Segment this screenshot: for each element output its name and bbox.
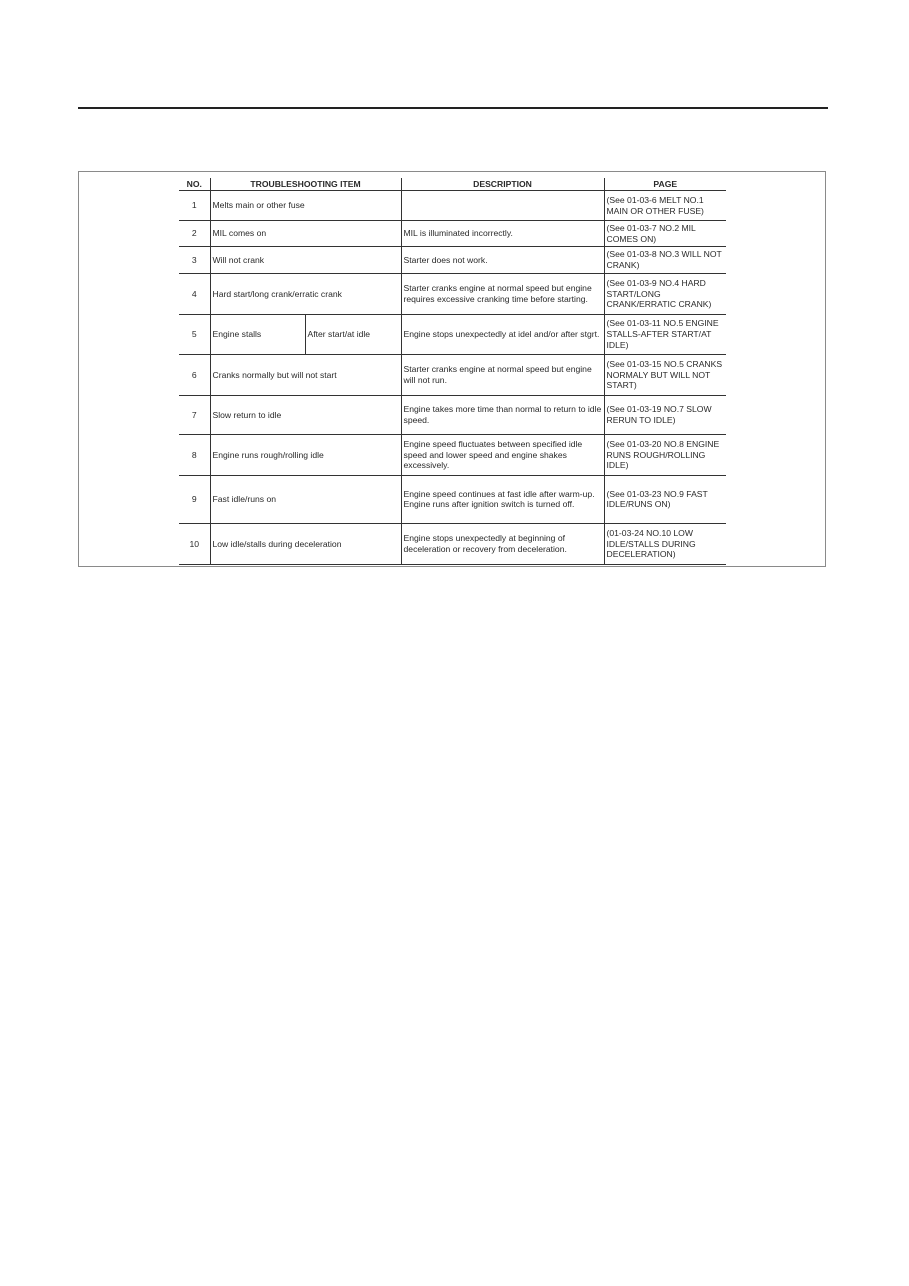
row-subitem: After start/at idle [305,314,401,354]
header-page: PAGE [604,178,726,191]
row-description: Engine stops unexpectedly at idel and/or after stgrt. [401,314,604,354]
row-page-ref: (See 01-03-20 NO.8 ENGINE RUNS ROUGH/ROLLING IDLE) [604,434,726,475]
row-description: Engine speed fluctuates between specified idle speed and lower speed and engine shakes excessively. [401,434,604,475]
row-no: 8 [179,434,210,475]
row-description: MIL is illuminated incorrectly. [401,221,604,247]
row-description-line: Engine runs after ignition switch is turned off. [403,499,575,510]
row-item: Engine stalls [210,314,305,354]
row-no: 7 [179,395,210,434]
table-header-row [179,178,726,191]
row-no: 9 [179,475,210,523]
row-item: Cranks normally but will not start [210,354,401,395]
table-row [179,354,726,395]
header-troubleshooting-item: TROUBLESHOOTING ITEM [210,178,401,191]
row-description: Engine stops unexpectedly at beginning of deceleration or recovery from deceleration. [401,523,604,564]
row-description [401,191,604,221]
row-page-ref: (01-03-24 NO.10 LOW IDLE/STALLS DURING DECELERATION) [604,523,726,564]
row-description: Engine takes more time than normal to return to idle speed. [401,395,604,434]
table-row [179,314,726,354]
table-row [179,523,726,564]
row-no: 10 [179,523,210,564]
row-no: 2 [179,221,210,247]
row-page-ref: (See 01-03-6 MELT NO.1 MAIN OR OTHER FUSE) [604,191,726,221]
row-no: 5 [179,314,210,354]
row-no: 4 [179,273,210,314]
table-row [179,247,726,273]
row-page-ref: (See 01-03-7 NO.2 MIL COMES ON) [604,221,726,247]
table-row [179,191,726,221]
row-item: Hard start/long crank/erratic crank [210,273,401,314]
row-no: 3 [179,247,210,273]
row-description: Starter does not work. [401,247,604,273]
row-page-ref: (See 01-03-8 NO.3 WILL NOT CRANK) [604,247,726,273]
row-item: Fast idle/runs on [210,475,401,523]
row-item: Melts main or other fuse [210,191,401,221]
troubleshooting-table [179,178,726,565]
header-description: DESCRIPTION [401,178,604,191]
row-page-ref: (See 01-03-15 NO.5 CRANKS NORMALY BUT WILL NOT START) [604,354,726,395]
row-page-ref: (See 01-03-23 NO.9 FAST IDLE/RUNS ON) [604,475,726,523]
table-row [179,434,726,475]
table-row [179,221,726,247]
row-no: 1 [179,191,210,221]
table-row [179,273,726,314]
table-row [179,395,726,434]
row-page-ref: (See 01-03-19 NO.7 SLOW RERUN TO IDLE) [604,395,726,434]
row-item: Slow return to idle [210,395,401,434]
row-item: Low idle/stalls during deceleration [210,523,401,564]
table-row [179,475,726,523]
header-rule [78,107,828,109]
row-description: Starter cranks engine at normal speed but engine will not run. [401,354,604,395]
row-description-line: Engine speed continues at fast idle after warm-up. [403,488,595,499]
row-description [401,475,604,523]
header-no: NO. [179,178,210,191]
row-item: Engine runs rough/rolling idle [210,434,401,475]
row-description: Starter cranks engine at normal speed but engine requires excessive cranking time before starting. [401,273,604,314]
row-page-ref: (See 01-03-11 NO.5 ENGINE STALLS-AFTER START/AT IDLE) [604,314,726,354]
row-item: Will not crank [210,247,401,273]
row-no: 6 [179,354,210,395]
row-page-ref: (See 01-03-9 NO.4 HARD START/LONG CRANK/ERRATIC CRANK) [604,273,726,314]
row-item: MIL comes on [210,221,401,247]
